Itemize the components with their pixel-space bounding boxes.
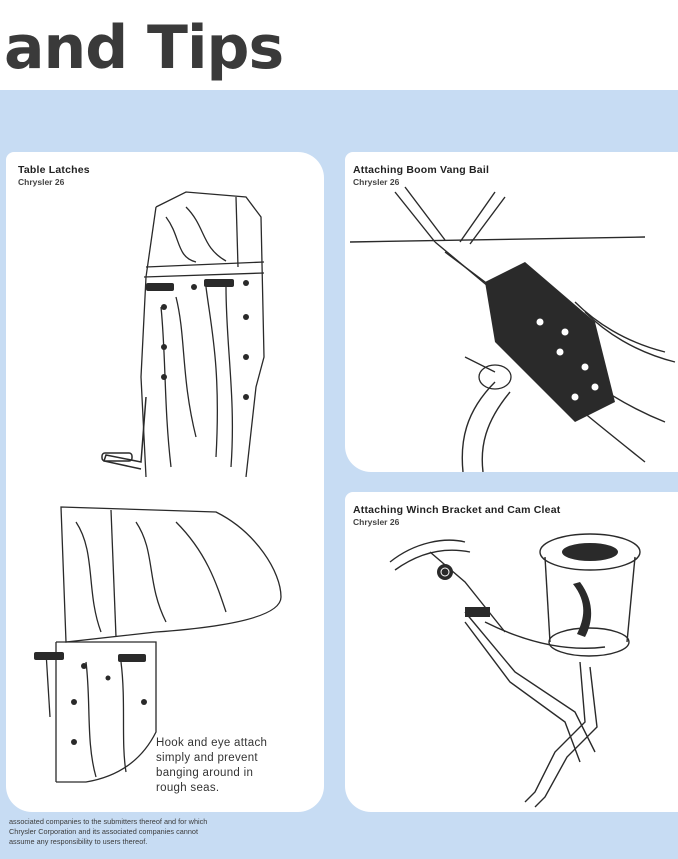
caption-line-3: banging around in — [156, 767, 254, 779]
winch-bracket-subheading: Chrysler 26 — [353, 517, 400, 527]
winch-bracket-illustration — [345, 522, 678, 812]
caption-line-1: Hook and eye attach — [156, 737, 268, 749]
table-latches-panel — [6, 152, 324, 812]
table-latches-heading: Table Latches — [18, 164, 90, 176]
boom-vang-subheading: Chrysler 26 — [353, 177, 400, 187]
winch-bracket-panel — [345, 492, 678, 812]
footer-disclaimer — [9, 817, 309, 847]
winch-bracket-heading: Attaching Winch Bracket and Cam Cleat — [353, 504, 561, 516]
boom-vang-heading: Attaching Boom Vang Bail — [353, 164, 490, 176]
footer-line-3: assume any responsibility to users thereof. — [9, 837, 148, 846]
boom-vang-illustration — [345, 182, 678, 472]
table-latches-subheading: Chrysler 26 — [18, 177, 65, 187]
footer-line-1: associated companies to the submitters thereof and for which — [9, 817, 208, 826]
table-latch-caption — [156, 736, 316, 796]
boom-vang-panel — [345, 152, 678, 472]
footer-line-2: Chrysler Corporation and its associated companies cannot — [9, 827, 199, 836]
table-latch-folded-illustration — [86, 177, 286, 477]
caption-line-2: simply and prevent — [156, 752, 258, 764]
header-band — [0, 0, 678, 90]
caption-line-4: rough seas. — [156, 782, 220, 794]
page-title: and Tips — [4, 13, 284, 83]
